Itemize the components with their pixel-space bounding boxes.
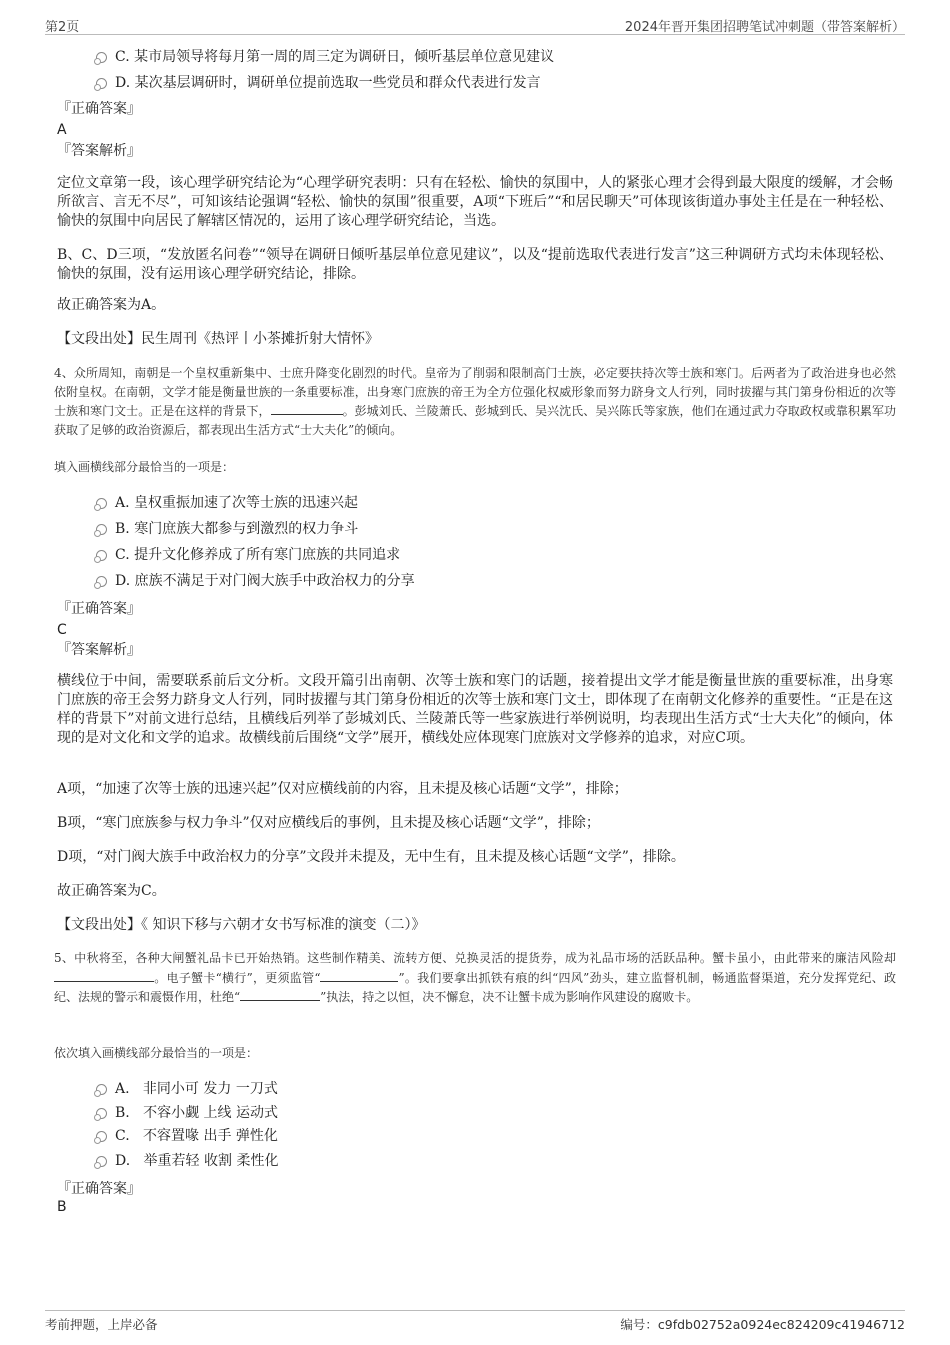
q4-analysis-para: B项，“寒门庶族参与权力争斗”仅对应横线后的事例，且未提及核心话题“文学”，排除； <box>57 815 600 831</box>
radio-icon[interactable] <box>96 550 107 561</box>
document-title: 2024年晋开集团招聘笔试冲刺题（带答案解析） <box>624 20 905 35</box>
radio-icon[interactable] <box>96 1108 107 1119</box>
q4-analysis-para: D项，“对门阀大族手中政治权力的分享”文段并未提及，无中生有，且未提及核心话题“文学”，排除。 <box>57 849 685 865</box>
page-header <box>45 14 905 35</box>
q5-option-d[interactable]: D. 举重若轻 收割 柔性化 <box>57 1148 893 1174</box>
q4-stem: 4、众所周知，南朝是一个皇权重新集中、士庶升降变化剧烈的时代。皇帝为了削弱和限制高门士族，必定要扶持次等士族和寒门。后两者为了政治进身也必然依附皇权。在南朝，文学才能是衡量世族的一条重要标准，出身寒门庶族的帝王为全方位强化权威形象而努力跻身文人行列，同时拔擢与其门第身份相近的次等士族和寒门文士。正是在这样的背景下， 。彭城刘氏、兰陵萧氏、彭城到氏、吴兴沈氏、吴兴陈氏等家族，他们在通过武力夺取政权或靠积累军功获取了足够的政治资源后，都表现出生活方式“士大夫化”的倾向。 <box>54 366 896 437</box>
q4-conclusion: 故正确答案为C。 <box>57 883 166 899</box>
radio-icon[interactable] <box>96 524 107 535</box>
q5-option-b[interactable]: B. 不容小觑 上线 运动式 <box>57 1102 893 1124</box>
radio-icon[interactable] <box>96 576 107 587</box>
q5-option-c[interactable]: C. 不容置喙 出手 弹性化 <box>57 1124 893 1148</box>
q5-stem: 5、中秋将至，各种大闸蟹礼品卡已开始热销。这些制作精美、流转方便、兑换灵活的提货券，成为礼品市场的活跃品种。蟹卡虽小，由此带来的廉洁风险却。电子蟹卡“横行”，更须监管“ ”。我们要拿出抓铁有痕的纠“四风”劲头，建立监督机制，畅通监督渠道，充分发挥党纪、政纪、法规的警示和震慑作用，杜绝“ ”执法，持之以恒，决不懈怠，决不让蟹卡成为影响作风建设的腐败卡。 <box>54 951 897 1004</box>
radio-icon[interactable] <box>96 1156 107 1167</box>
q4-option-c[interactable]: C. 提升文化修养成了所有寒门庶族的共同追求 <box>57 542 893 568</box>
q3-analysis-para: 定位文章第一段，该心理学研究结论为“心理学研究表明：只有在轻松、愉快的氛围中，人的紧张心理才会得到最大限度的缓解，才会畅所欲言、言无不尽”，可知该结论强调“轻松、愉快的氛围”很重要，A项“下班后”“和居民聊天”可体现该街道办事处主任是在一种轻松、愉快的氛围中向居民了解辖区情况的，运用了该心理学研究结论，当选。 <box>57 175 893 229</box>
q3-option-d[interactable]: D. 某次基层调研时，调研单位提前选取一些党员和群众代表进行发言 <box>57 70 893 96</box>
answer-blank <box>54 968 154 982</box>
q3-options <box>57 44 893 96</box>
q5-options <box>57 1076 893 1174</box>
q3-answer: A <box>57 122 67 138</box>
q4-source: 【文段出处】《 知识下移与六朝才女书写标准的演变（二）》 <box>57 917 426 933</box>
q4-option-d[interactable]: D. 庶族不满足于对门阀大族手中政治权力的分享 <box>57 568 893 594</box>
q4-analysis-para: 横线位于中间，需要联系前后文分析。文段开篇引出南朝、次等士族和寒门的话题，接着提出文学才能是衡量世族的重要标准，出身寒门庶族的帝王会努力跻身文人行列，同时拔擢与其门第身份相近的次等士族和寒门文士，即体现了在南朝文化修养的重要性。“正是在这样的背景下”对前文进行总结，且横线后列举了彭城刘氏、兰陵萧氏等一些家族进行举例说明，均表现出生活方式“士大夫化”的倾向，体现的是对文化和文学的追求。故横线前后围绕“文学”展开，横线处应体现寒门庶族对文学修养的追求，对应C项。 <box>57 673 893 746</box>
q4-options <box>57 490 893 594</box>
answer-blank <box>271 401 343 415</box>
q4-option-b[interactable]: B. 寒门庶族大都参与到激烈的权力争斗 <box>57 516 893 542</box>
document-code: 编号：c9fdb02752a0924ec824209c41946712 <box>620 1317 905 1332</box>
q4-answer-label: 『正确答案』 <box>57 601 141 617</box>
q4-analysis-para: A项，“加速了次等士族的迅速兴起”仅对应横线前的内容，且未提及核心话题“文学”，排除； <box>57 781 628 797</box>
radio-icon[interactable] <box>96 1131 107 1142</box>
q3-option-c[interactable]: C. 某市局领导将每月第一周的周三定为调研日，倾听基层单位意见建议 <box>57 44 893 70</box>
q5-prompt: 依次填入画横线部分最恰当的一项是： <box>54 1046 259 1060</box>
answer-blank <box>320 968 398 982</box>
q3-analysis-para: B、C、D三项，“发放匿名问卷”“领导在调研日倾听基层单位意见建议”，以及“提前选取代表进行发言”这三种调研方式均未体现轻松、愉快的氛围，没有运用该心理学研究结论，排除。 <box>57 247 893 282</box>
q5-option-a[interactable]: A. 非同小可 发力 一刀式 <box>57 1076 893 1102</box>
q3-analysis-label: 『答案解析』 <box>57 143 141 159</box>
q4-prompt: 填入画横线部分最恰当的一项是： <box>54 460 235 474</box>
q4-answer: C <box>57 622 67 638</box>
q4-option-a[interactable]: A. 皇权重振加速了次等士族的迅速兴起 <box>57 490 893 516</box>
q5-answer-label: 『正确答案』 <box>57 1181 141 1197</box>
page-footer <box>45 1310 905 1331</box>
q3-conclusion: 故正确答案为A。 <box>57 297 166 313</box>
q5-answer: B <box>57 1199 67 1215</box>
radio-icon[interactable] <box>96 498 107 509</box>
footer-slogan: 考前押题，上岸必备 <box>45 1317 158 1332</box>
answer-blank <box>240 987 320 1001</box>
q4-analysis-label: 『答案解析』 <box>57 642 141 658</box>
radio-icon[interactable] <box>96 52 107 63</box>
radio-icon[interactable] <box>96 1084 107 1095</box>
q3-answer-label: 『正确答案』 <box>57 101 141 117</box>
radio-icon[interactable] <box>96 78 107 89</box>
page-number: 第2页 <box>45 20 80 35</box>
q3-source: 【文段出处】民生周刊《热评丨小茶摊折射大情怀》 <box>57 331 379 347</box>
